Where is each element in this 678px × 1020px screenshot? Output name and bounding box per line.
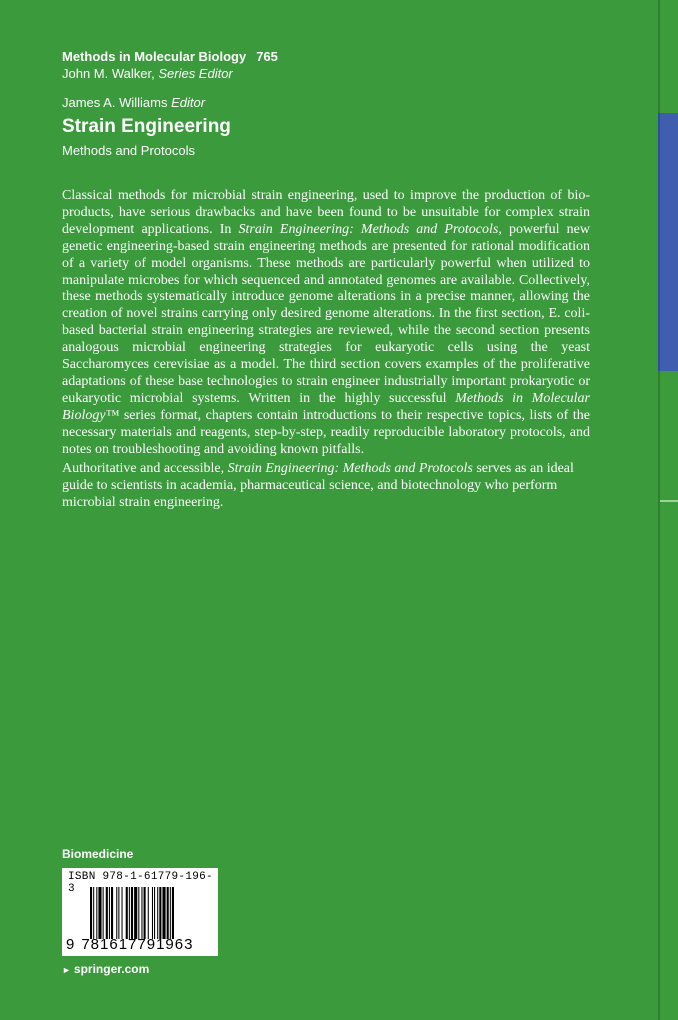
barcode-bar <box>111 887 113 939</box>
barcode-bar <box>96 887 97 939</box>
barcode-bar <box>148 887 149 939</box>
barcode-bar <box>90 887 92 939</box>
description-paragraph-2 <box>62 461 590 512</box>
barcode-digit-first: 9 <box>66 936 76 953</box>
barcode-bar <box>122 887 123 939</box>
isbn-barcode <box>62 868 218 956</box>
desc-text-1a: Classical methods for microbial strain engineering, used to improve the production of bio-products, have serious drawbacks and have been found to be unsuitable for complex strain development applications. In <box>62 188 590 237</box>
series-editor-line <box>62 65 278 82</box>
book-title: Strain Engineering <box>62 116 231 137</box>
barcode-bar <box>138 887 139 939</box>
barcode-bar <box>167 887 169 939</box>
barcode-bar <box>152 887 153 939</box>
barcode-digits-rest: 781617791963 <box>81 936 194 953</box>
barcode-bars <box>90 887 208 939</box>
publisher-url: springer.com <box>73 962 150 976</box>
barcode-bar <box>131 887 133 939</box>
barcode-bar <box>93 887 94 939</box>
desc-text-1c: series format, chapters contain introductions to their respective topics, lists of the necessary materials and reagents, step-by-step, readily reproducible laboratory protocols, and notes on troubleshooting and avoiding known pitfalls. <box>62 407 590 457</box>
arrow-icon: ► <box>62 965 71 975</box>
desc-text-2a: Authoritative and accessible, <box>62 461 228 476</box>
barcode-bar <box>144 887 146 939</box>
spine-divider <box>660 500 678 502</box>
barcode-bar <box>103 887 104 939</box>
barcode-bar <box>170 887 171 939</box>
description-paragraph-1 <box>62 188 590 459</box>
barcode-bar <box>172 887 174 939</box>
series-volume: 765 <box>256 49 278 64</box>
subject-category: Biomedicine <box>62 847 134 861</box>
book-editor-name: James A. Williams <box>62 95 168 110</box>
barcode-bar <box>141 887 142 939</box>
barcode-bar <box>162 887 165 939</box>
series-editor-name: John M. Walker, <box>62 66 155 81</box>
barcode-digits <box>66 936 193 953</box>
barcode-bar <box>106 887 108 939</box>
desc-text-1b: powerful new genetic engineering-based strain engineering methods are presented for rational modification of a variety of model organisms. These methods are particularly powerful when utilized to manipulate microbes for which sequenced and annotated genomes are available. Collectively, these methods systematically introduce genome alterations in a precise manner, allowing the creation of novel strains carrying only desired genome alterations. In the first section, E. coli-based bacterial strain engineering strategies are reviewed, while the second section presents analogous microbial engineering strategies for eukaryotic cells using the yeast Saccharomyces cerevisiae as a model. The third section covers examples of the proliferative adaptations of these base technologies to strain engineer industrially important prokaryotic or eukaryotic microbial systems. Written in the highly successful <box>62 221 590 406</box>
desc-title-ref-2: Strain Engineering: Methods and Protocols <box>227 461 473 476</box>
book-editor-role: Editor <box>171 95 206 110</box>
series-info <box>62 48 278 82</box>
barcode-bar <box>109 887 110 939</box>
desc-series-ref: Methods in Molecular Biology™ <box>62 390 591 423</box>
series-title-line <box>62 48 278 65</box>
book-subtitle: Methods and Protocols <box>62 143 195 158</box>
barcode-bar <box>157 887 158 939</box>
desc-title-ref-1: Strain Engineering: Methods and Protocols, <box>238 221 502 237</box>
barcode-bar <box>98 887 101 939</box>
barcode-bar <box>154 887 155 939</box>
barcode-bar <box>118 887 119 939</box>
desc-text-2b: serves as an ideal guide to scientists in academia, pharmaceutical science, and biotechnology who perform microbial strain engineering. <box>62 461 574 510</box>
isbn-label: ISBN 978-1-61779-196-3 <box>68 871 213 895</box>
series-editor-role: Series Editor <box>158 66 233 81</box>
series-title: Methods in Molecular Biology <box>62 49 247 64</box>
spine-color-band <box>658 113 678 371</box>
barcode-bar <box>159 887 161 939</box>
barcode-bar <box>126 887 128 939</box>
publisher-link[interactable] <box>62 962 149 976</box>
barcode-bar <box>129 887 130 939</box>
book-editor <box>62 95 205 110</box>
barcode-bar <box>116 887 117 939</box>
barcode-bar <box>134 887 137 939</box>
